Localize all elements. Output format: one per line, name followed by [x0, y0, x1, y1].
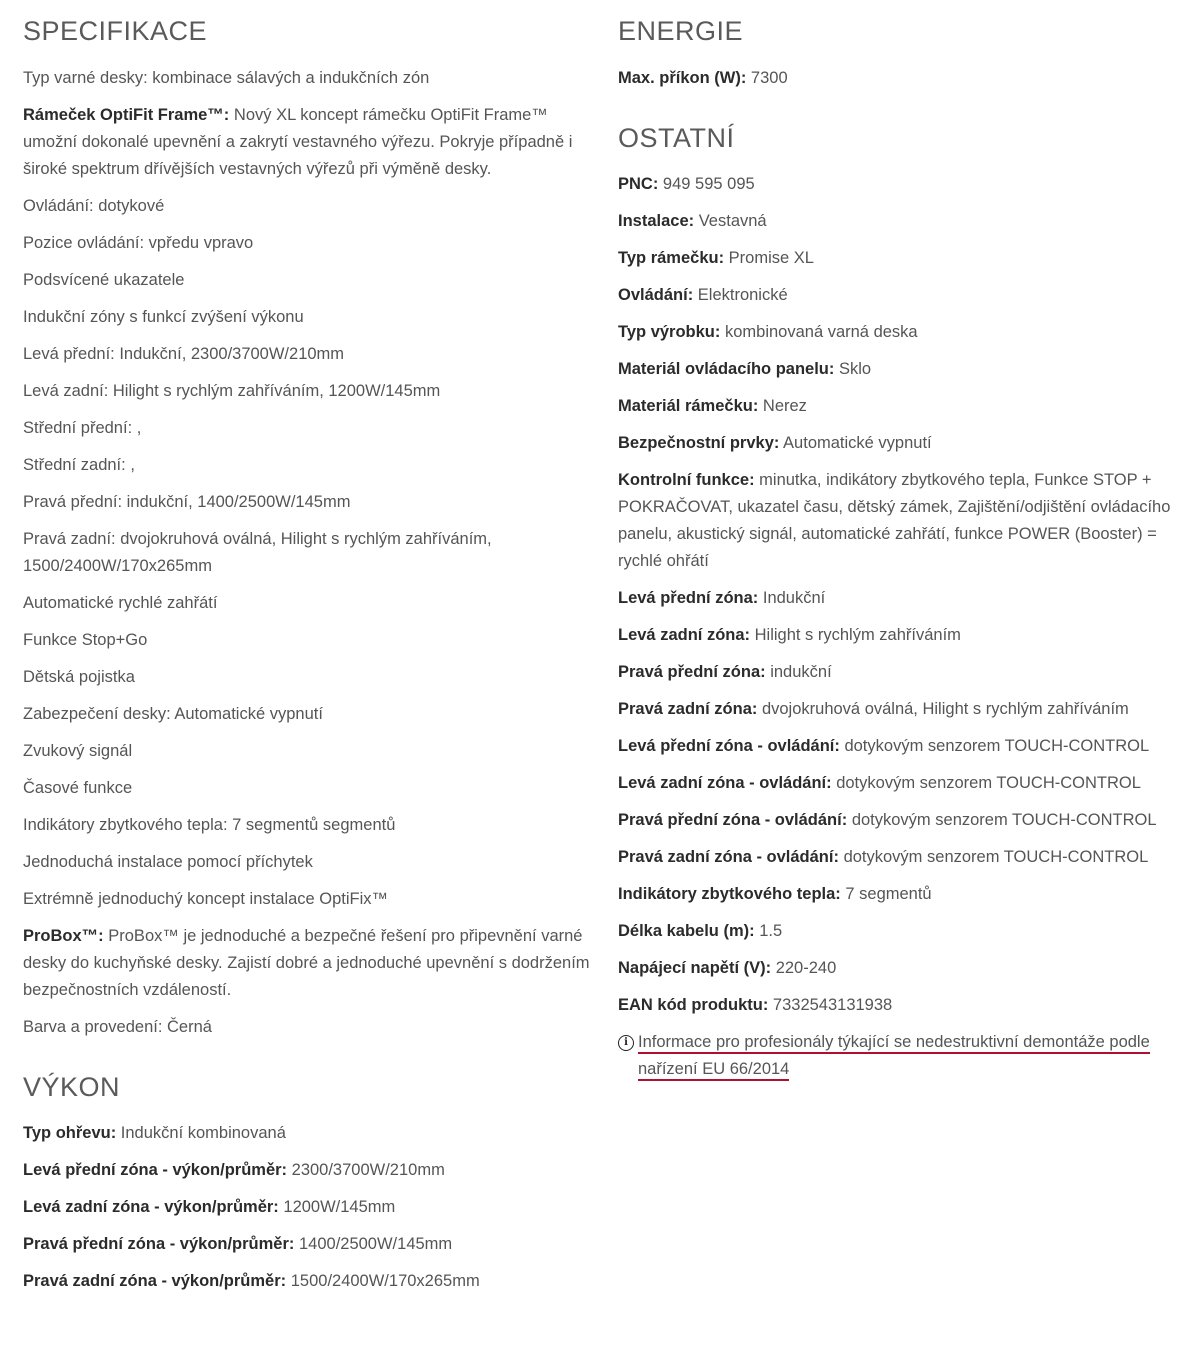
spec-value: Střední zadní: , [23, 456, 135, 474]
spec-value: Typ varné desky: kombinace sálavých a indukčních zón [23, 69, 430, 87]
spec-value: Ovládání: dotykové [23, 197, 165, 215]
ostatni-list [618, 171, 1188, 1019]
spec-item [618, 733, 1188, 760]
info-circle-icon: i [618, 1035, 634, 1051]
spec-value: Podsvícené ukazatele [23, 271, 185, 289]
spec-item [23, 1157, 593, 1184]
spec-value: Indukční zóny s funkcí zvýšení výkonu [23, 308, 304, 326]
spec-label: Levá zadní zóna: [618, 626, 751, 644]
spec-label: Napájecí napětí (V): [618, 959, 772, 977]
spec-item [23, 923, 593, 1004]
spec-label: Instalace: [618, 212, 695, 230]
professional-info-link-text: Informace pro profesionály týkající se nedestruktivní demontáže podle nařízení EU 66/2014 [638, 1033, 1150, 1081]
professional-info-link[interactable] [638, 1029, 1188, 1083]
spec-value: dvojokruhová oválná, Hilight s rychlým zahříváním [757, 700, 1129, 718]
spec-item [618, 356, 1188, 383]
spec-value: 1200W/145mm [278, 1198, 396, 1216]
spec-item [618, 659, 1188, 686]
spec-value: Nerez [758, 397, 807, 415]
spec-value: Střední přední: , [23, 419, 142, 437]
spec-item [23, 1194, 593, 1221]
spec-label: Max. příkon (W): [618, 69, 747, 87]
spec-value: Vestavná [694, 212, 767, 230]
spec-label: Typ výrobku: [618, 323, 721, 341]
spec-item [23, 415, 593, 442]
spec-value: 220-240 [771, 959, 837, 977]
spec-item [23, 193, 593, 220]
spec-value: Pozice ovládání: vpředu vpravo [23, 234, 254, 252]
section-heading-vykon: VÝKON [23, 1072, 121, 1102]
vykon-list [23, 1120, 593, 1295]
spec-value: Barva a provedení: Černá [23, 1018, 212, 1036]
spec-item [23, 1014, 593, 1041]
spec-item [23, 267, 593, 294]
spec-value: Časové funkce [23, 779, 133, 797]
spec-value: 949 595 095 [658, 175, 755, 193]
spec-item [618, 393, 1188, 420]
spec-item [23, 489, 593, 516]
spec-label: Levá zadní zóna - ovládání: [618, 774, 832, 792]
specifikace-list [23, 65, 593, 1041]
spec-item [23, 65, 593, 92]
spec-value: dotykovým senzorem TOUCH-CONTROL [838, 848, 1149, 866]
energie-list [618, 65, 1188, 92]
spec-label: PNC: [618, 175, 659, 193]
spec-item [618, 622, 1188, 649]
spec-value: 7 segmentů [840, 885, 932, 903]
spec-value: Indukční kombinovaná [116, 1124, 286, 1142]
spec-label: Rámeček OptiFit Frame™: [23, 106, 230, 124]
spec-value: Dětská pojistka [23, 668, 135, 686]
spec-value: Nový XL koncept rámečku OptiFit Frame™ umožní dokonalé upevnění a zakrytí vestavného výřezu. Pokryje případně i široké spektrum dřívějších vestavných výřezů při výměně desky. [23, 106, 573, 178]
spec-item [618, 65, 1188, 92]
spec-item [618, 319, 1188, 346]
spec-item [23, 627, 593, 654]
spec-label: Ovládání: [618, 286, 694, 304]
spec-label: Levá přední zóna - výkon/průměr: [23, 1161, 288, 1179]
left-column [23, 0, 593, 1295]
spec-value: ProBox™ je jednoduché a bezpečné řešení pro připevnění varné desky do kuchyňské desky. Zajistí dobré a jednoduché upevnění s dodržením bezpečnostních vzdáleností. [23, 927, 590, 999]
spec-value: 7300 [746, 69, 788, 87]
spec-item [23, 230, 593, 257]
spec-label: Kontrolní funkce: [618, 471, 755, 489]
spec-item [23, 1231, 593, 1258]
spec-label: Levá přední zóna: [618, 589, 759, 607]
spec-label: Pravá zadní zóna - výkon/průměr: [23, 1272, 287, 1290]
spec-item [618, 844, 1188, 871]
spec-value: Sklo [834, 360, 872, 378]
spec-value: Extrémně jednoduchý koncept instalace OptiFix™ [23, 890, 389, 908]
spec-value: Automatické vypnutí [779, 434, 932, 452]
spec-label: Levá zadní zóna - výkon/průměr: [23, 1198, 279, 1216]
spec-item [23, 886, 593, 913]
spec-item [618, 955, 1188, 982]
spec-item [23, 775, 593, 802]
spec-value: Pravá zadní: dvojokruhová oválná, Hilight s rychlým zahříváním, 1500/2400W/170x265mm [23, 530, 492, 575]
spec-label: Pravá přední zóna - ovládání: [618, 811, 848, 829]
spec-label: ProBox™: [23, 927, 104, 945]
spec-label: Indikátory zbytkového tepla: [618, 885, 841, 903]
spec-value: dotykovým senzorem TOUCH-CONTROL [847, 811, 1157, 829]
spec-item [23, 304, 593, 331]
spec-item [618, 881, 1188, 908]
section-heading-energie: ENERGIE [618, 16, 744, 46]
spec-value: kombinovaná varná deska [720, 323, 918, 341]
spec-item [618, 467, 1188, 575]
spec-value: Hilight s rychlým zahříváním [750, 626, 961, 644]
spec-value: Levá přední: Indukční, 2300/3700W/210mm [23, 345, 345, 363]
spec-item [23, 378, 593, 405]
spec-value: 2300/3700W/210mm [287, 1161, 445, 1179]
spec-value: Promise XL [724, 249, 814, 267]
spec-label: Materiál rámečku: [618, 397, 759, 415]
spec-value: 1500/2400W/170x265mm [286, 1272, 480, 1290]
spec-value: dotykovým senzorem TOUCH-CONTROL [839, 737, 1150, 755]
spec-label: Délka kabelu (m): [618, 922, 755, 940]
spec-label: Pravá přední zóna - výkon/průměr: [23, 1235, 295, 1253]
spec-item [618, 585, 1188, 612]
spec-item [618, 918, 1188, 945]
spec-item [618, 992, 1188, 1019]
spec-label: Pravá zadní zóna: [618, 700, 758, 718]
spec-value: 1.5 [754, 922, 783, 940]
spec-item [618, 245, 1188, 272]
spec-item [618, 770, 1188, 797]
spec-item [618, 208, 1188, 235]
spec-value: Jednoduchá instalace pomocí příchytek [23, 853, 313, 871]
spec-label: Levá přední zóna - ovládání: [618, 737, 840, 755]
spec-item [23, 701, 593, 728]
spec-label: Pravá přední zóna: [618, 663, 766, 681]
spec-item [23, 1120, 593, 1147]
spec-item [23, 102, 593, 183]
right-column [618, 0, 1188, 1083]
spec-item [618, 282, 1188, 309]
spec-item [23, 664, 593, 691]
section-heading-ostatni: OSTATNÍ [618, 123, 735, 153]
spec-item [23, 1268, 593, 1295]
spec-item [23, 452, 593, 479]
spec-item [618, 171, 1188, 198]
info-link-row [618, 1029, 1188, 1083]
spec-label: Typ rámečku: [618, 249, 725, 267]
spec-value: Indikátory zbytkového tepla: 7 segmentů segmentů [23, 816, 396, 834]
spec-label: Pravá zadní zóna - ovládání: [618, 848, 839, 866]
spec-value: minutka, indikátory zbytkového tepla, Funkce STOP + POKRAČOVAT, ukazatel času, dětský zámek, Zajištění/odjištění ovládacího panelu, akustický signál, automatické zahřátí, funkce POWER (Booster) = rychlé ohřátí [618, 471, 1171, 570]
spec-label: Typ ohřevu: [23, 1124, 117, 1142]
spec-value: Elektronické [693, 286, 788, 304]
spec-item [23, 812, 593, 839]
spec-item [23, 849, 593, 876]
spec-value: Indukční [758, 589, 826, 607]
spec-item [23, 341, 593, 368]
spec-value: Levá zadní: Hilight s rychlým zahříváním, 1200W/145mm [23, 382, 441, 400]
spec-item [23, 590, 593, 617]
spec-item [618, 696, 1188, 723]
spec-value: Zabezpečení desky: Automatické vypnutí [23, 705, 323, 723]
spec-item [23, 526, 593, 580]
spec-value: dotykovým senzorem TOUCH-CONTROL [831, 774, 1141, 792]
spec-value: 1400/2500W/145mm [294, 1235, 453, 1253]
spec-label: EAN kód produktu: [618, 996, 769, 1014]
spec-item [618, 430, 1188, 457]
spec-value: Automatické rychlé zahřátí [23, 594, 218, 612]
spec-value: indukční [765, 663, 832, 681]
spec-value: Pravá přední: indukční, 1400/2500W/145mm [23, 493, 351, 511]
spec-label: Materiál ovládacího panelu: [618, 360, 835, 378]
section-heading-specifikace: SPECIFIKACE [23, 16, 208, 46]
spec-item [618, 807, 1188, 834]
spec-value: 7332543131938 [768, 996, 893, 1014]
spec-value: Funkce Stop+Go [23, 631, 148, 649]
spec-label: Bezpečnostní prvky: [618, 434, 780, 452]
spec-value: Zvukový signál [23, 742, 133, 760]
spec-item [23, 738, 593, 765]
